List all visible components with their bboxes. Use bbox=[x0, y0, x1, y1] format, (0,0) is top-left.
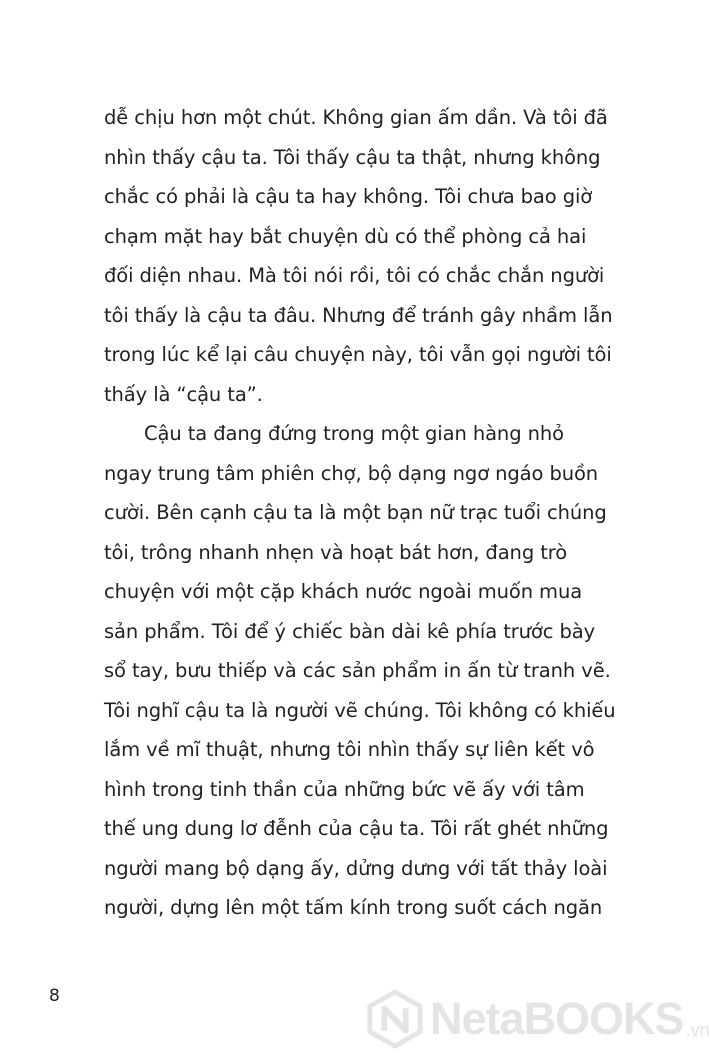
watermark bbox=[366, 988, 710, 1050]
text-line: dễ chịu hơn một chút. Không gian ấm dần. Và tôi đã bbox=[104, 106, 608, 129]
paragraph-first-line: Cậu ta đang đứng trong một gian hàng nhỏ bbox=[144, 422, 564, 445]
text-line: chuyện với một cặp khách nước ngoài muốn mua bbox=[104, 580, 583, 603]
text-line: cười. Bên cạnh cậu ta là một bạn nữ trạc tuổi chúng bbox=[104, 501, 607, 524]
text-line: người mang bộ dạng ấy, dửng dưng với tất thảy loài bbox=[104, 856, 608, 880]
text-line: tôi thấy là cậu ta đâu. Nhưng để tránh gây nhầm lẫn bbox=[104, 303, 613, 327]
text-line: thế ung dung lơ đễnh của cậu ta. Tôi rất ghét những bbox=[104, 817, 609, 840]
watermark-suffix: .vn bbox=[685, 1019, 710, 1040]
text-line: thấy là “cậu ta”. bbox=[104, 382, 263, 406]
text-line: tôi, trông nhanh nhẹn và hoạt bát hơn, đang trò bbox=[104, 540, 568, 564]
text-line: nhìn thấy cậu ta. Tôi thấy cậu ta thật, nhưng không bbox=[104, 145, 601, 169]
text-line: ngay trung tâm phiên chợ, bộ dạng ngơ ngáo buồn bbox=[104, 461, 599, 485]
text-line: Tôi nghĩ cậu ta là người vẽ chúng. Tôi không có khiếu bbox=[104, 698, 616, 722]
text-line: chắc có phải là cậu ta hay không. Tôi chưa bao giờ bbox=[104, 185, 593, 208]
text-line: sản phẩm. Tôi để ý chiếc bàn dài kê phía trước bày bbox=[104, 619, 596, 643]
watermark-brand: NetaBOOKS bbox=[430, 993, 684, 1044]
text-line: người, dựng lên một tấm kính trong suốt cách ngăn bbox=[104, 896, 603, 919]
neta-logo-icon bbox=[366, 990, 424, 1048]
text-line: sổ tay, bưu thiếp và các sản phẩm in ấn từ tranh vẽ. bbox=[104, 659, 611, 682]
text-line: hình trong tinh thần của những bức vẽ ấy với tâm bbox=[104, 777, 585, 801]
text-line: lắm về mĩ thuật, nhưng tôi nhìn thấy sự liên kết vô bbox=[104, 738, 595, 761]
text-line: đối diện nhau. Mà tôi nói rồi, tôi có chắc chắn người bbox=[104, 264, 605, 287]
page-number: 8 bbox=[49, 986, 60, 1006]
text-line: trong lúc kể lại câu chuyện này, tôi vẫn gọi người tôi bbox=[104, 343, 612, 366]
text-line: chạm mặt hay bắt chuyện dù có thể phòng cả hai bbox=[104, 224, 587, 248]
